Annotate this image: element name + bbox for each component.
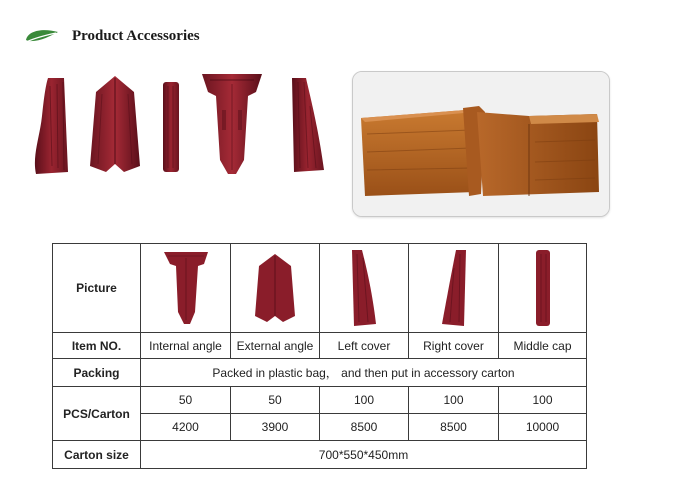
packing-value: Packed in plastic bag， and then put in accessory carton <box>141 359 587 387</box>
section-header <box>22 26 200 46</box>
carton-value: 8500 <box>409 414 499 441</box>
page-title: Product Accessories <box>72 27 200 44</box>
left-cover-image <box>344 248 384 328</box>
installed-corner-photo <box>352 71 610 217</box>
item-name: Left cover <box>320 333 409 359</box>
carton-value: 8500 <box>320 414 409 441</box>
picture-header: Picture <box>53 244 141 333</box>
accessory-renders <box>26 70 346 182</box>
internal-angle-image-top <box>196 70 268 180</box>
item-name: Middle cap <box>499 333 587 359</box>
middle-cap-image <box>528 248 558 328</box>
middle-cap-cell <box>499 244 587 333</box>
right-cover-image-table <box>434 248 474 328</box>
item-name: Internal angle <box>141 333 231 359</box>
right-cover-cell <box>409 244 499 333</box>
pcs-row <box>53 387 587 414</box>
internal-angle-cell <box>141 244 231 333</box>
pcs-carton-header: PCS/Carton <box>53 387 141 441</box>
carton-size-header: Carton size <box>53 441 141 469</box>
pcs-value: 50 <box>231 387 320 414</box>
carton-size-row <box>53 441 587 469</box>
left-cover-cell <box>320 244 409 333</box>
item-no-row <box>53 333 587 359</box>
pcs-value: 50 <box>141 387 231 414</box>
carton-value: 3900 <box>231 414 320 441</box>
leaf-icon <box>22 26 60 46</box>
pcs-value: 100 <box>409 387 499 414</box>
pcs-value: 100 <box>499 387 587 414</box>
external-angle-image <box>82 74 148 176</box>
item-name: Right cover <box>409 333 499 359</box>
middle-cap-image-top <box>158 80 184 174</box>
internal-angle-image <box>160 248 212 328</box>
external-angle-image-table <box>247 252 303 324</box>
spec-table <box>52 243 587 469</box>
picture-row <box>53 244 587 333</box>
packing-header: Packing <box>53 359 141 387</box>
right-cover-image <box>30 76 74 180</box>
carton-value: 4200 <box>141 414 231 441</box>
external-angle-cell <box>231 244 320 333</box>
corner-photo-image <box>353 72 609 216</box>
item-no-header: Item NO. <box>53 333 141 359</box>
carton-size-value: 700*550*450mm <box>141 441 587 469</box>
item-name: External angle <box>231 333 320 359</box>
left-cover-image-top <box>284 76 328 176</box>
pcs-value: 100 <box>320 387 409 414</box>
packing-row <box>53 359 587 387</box>
carton-value: 10000 <box>499 414 587 441</box>
